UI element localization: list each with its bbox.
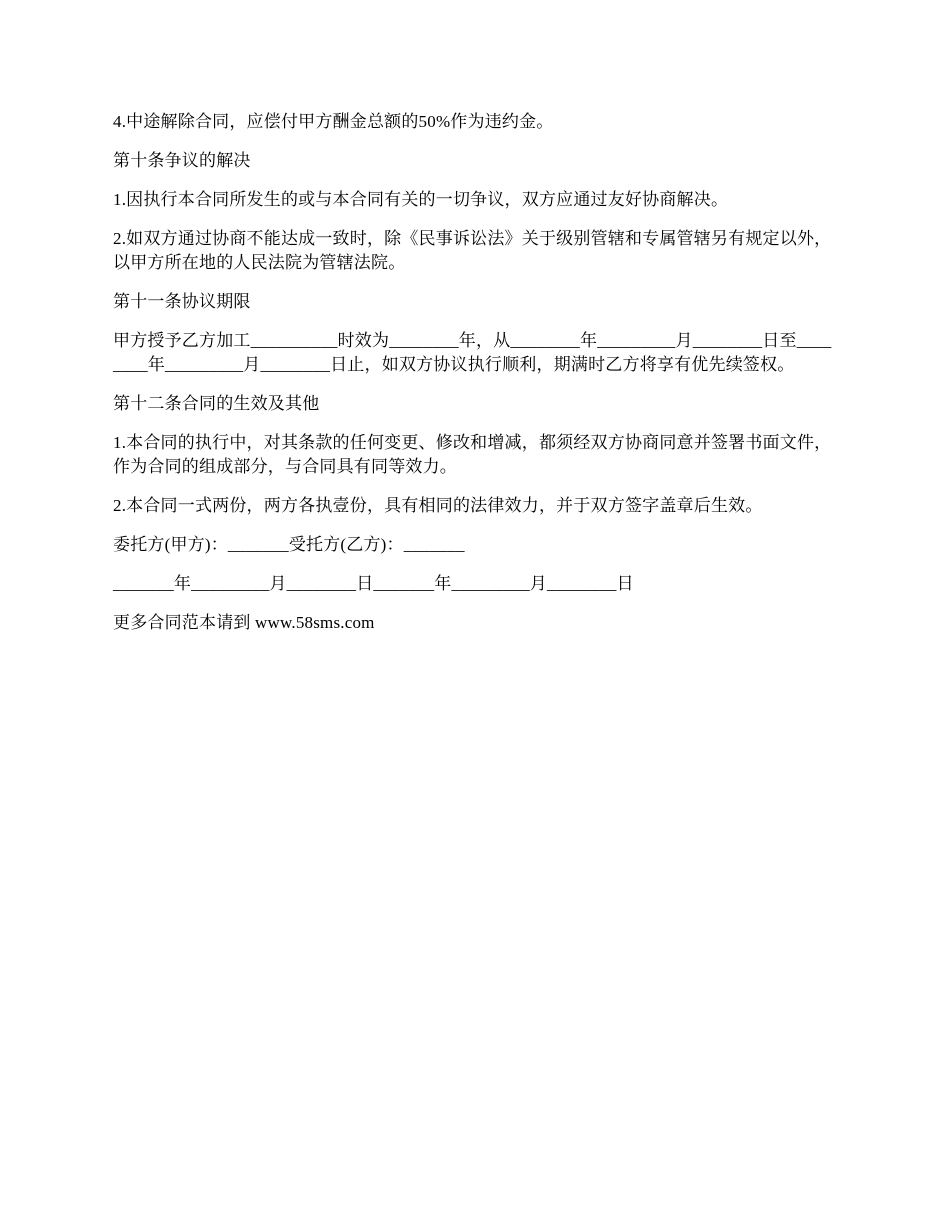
clause-agreement-term: 甲方授予乙方加工__________时效为________年，从________年_________月________日至________年_________月________日止，如双方协议执行顺利，期满时乙方将享有优先续签权。 (113, 331, 832, 374)
clause-dispute-negotiation: 1.因执行本合同所发生的或与本合同有关的一切争议，双方应通过友好协商解决。 (113, 190, 729, 209)
signature-parties-line: 委托方(甲方)：_______受托方(乙方)：_______ (113, 535, 465, 554)
clause-amendments: 1.本合同的执行中，对其条款的任何变更、修改和增减，都须经双方协商同意并签署书面文件，作为合同的组成部分，与合同具有同等效力。 (113, 433, 832, 476)
section-heading-dispute-resolution: 第十条争议的解决 (113, 151, 251, 170)
section-heading-agreement-term: 第十一条协议期限 (113, 292, 251, 311)
clause-dispute-jurisdiction: 2.如双方通过协商不能达成一致时，除《民事诉讼法》关于级别管辖和专属管辖另有规定以外，以甲方所在地的人民法院为管辖法院。 (113, 229, 832, 272)
signature-dates-line: _______年_________月________日_______年_________月________日 (113, 574, 634, 593)
section-heading-effectiveness: 第十二条合同的生效及其他 (113, 394, 320, 413)
clause-termination-penalty: 4.中途解除合同，应偿付甲方酬金总额的50%作为违约金。 (113, 112, 554, 131)
clause-copies: 2.本合同一式两份，两方各执壹份，具有相同的法律效力，并于双方签字盖章后生效。 (113, 496, 763, 515)
document-page (113, 110, 838, 650)
footer-more-templates: 更多合同范本请到 www.58sms.com (113, 613, 375, 632)
